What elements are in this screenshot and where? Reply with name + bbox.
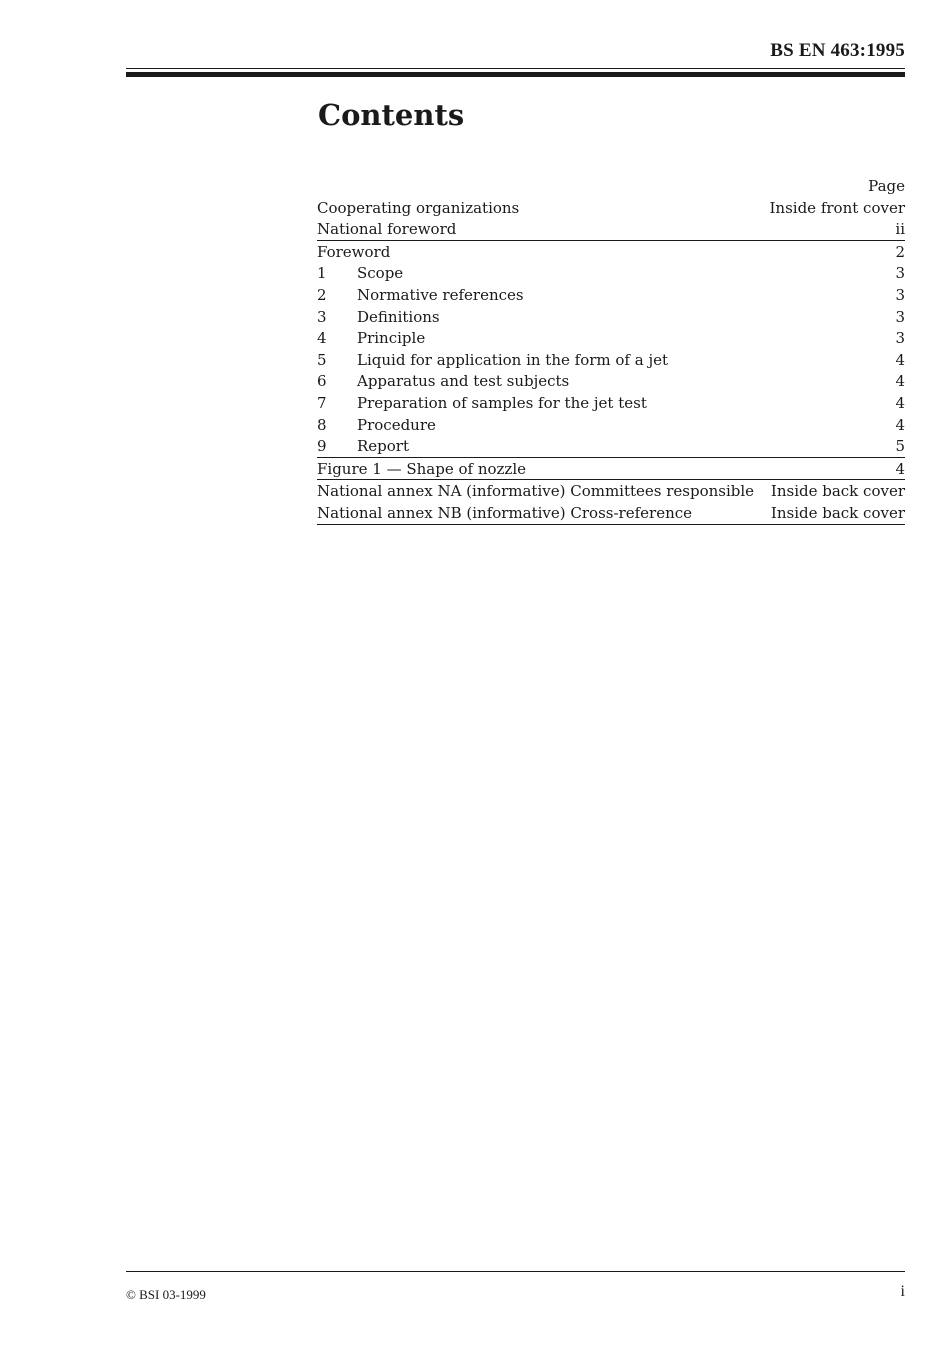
toc-entry-page: 3 <box>895 329 905 348</box>
toc-section-entry[interactable] <box>317 371 905 393</box>
toc-section-entry[interactable] <box>317 328 905 350</box>
toc-section-title: Normative references <box>357 285 524 304</box>
toc-section-title: Preparation of samples for the jet test <box>357 393 647 412</box>
copyright-notice: © BSI 03-1999 <box>126 1287 206 1302</box>
toc-section-entry[interactable] <box>317 436 905 458</box>
toc-entry-page: 3 <box>895 307 905 326</box>
toc-entry[interactable] <box>317 242 905 264</box>
header-thin-rule <box>126 68 905 69</box>
toc-section-number: 6 <box>317 372 327 391</box>
page-number: i <box>900 1283 905 1300</box>
toc-section-title: Definitions <box>357 307 440 326</box>
toc-section-number: 3 <box>317 307 327 326</box>
toc-entry-title: Foreword <box>317 242 391 261</box>
toc-annex-title: National annex NB (informative) Cross-reference <box>317 503 693 522</box>
toc-section-entry[interactable] <box>317 307 905 329</box>
toc-section-title: Apparatus and test subjects <box>357 372 570 391</box>
toc-entry-page: 3 <box>895 285 905 304</box>
toc-section-entry[interactable] <box>317 415 905 437</box>
toc-section-entry[interactable] <box>317 350 905 372</box>
toc-entry-page: 4 <box>895 372 905 391</box>
toc-entry-page: 4 <box>895 350 905 369</box>
toc-entry-page: 4 <box>895 393 905 412</box>
toc-figure-entry[interactable] <box>317 459 905 481</box>
toc-section-number: 2 <box>317 285 327 304</box>
toc-section-entry[interactable] <box>317 285 905 307</box>
toc-annex-entry[interactable] <box>317 503 905 525</box>
toc-section-title: Principle <box>357 329 426 348</box>
toc-entry-page: 4 <box>895 459 905 478</box>
toc-section-entry[interactable] <box>317 393 905 415</box>
toc-section-title: Liquid for application in the form of a jet <box>357 350 669 369</box>
toc-entry-title: Cooperating organizations <box>317 198 520 217</box>
toc-entry-page: Inside back cover <box>770 503 905 522</box>
table-of-contents <box>317 176 905 526</box>
toc-section-number: 8 <box>317 415 327 434</box>
toc-annex-entry[interactable] <box>317 481 905 503</box>
toc-figure-title: Figure 1 — Shape of nozzle <box>317 459 527 478</box>
toc-entry-page: Inside front cover <box>769 198 905 217</box>
toc-section-number: 9 <box>317 437 327 456</box>
toc-section-number: 5 <box>317 350 327 369</box>
toc-entry-page: ii <box>895 220 905 239</box>
toc-section-title: Scope <box>357 264 404 283</box>
toc-annex-title: National annex NA (informative) Committees responsible <box>317 482 755 501</box>
header-thick-rule <box>126 72 905 77</box>
page-title: Contents <box>318 98 465 132</box>
toc-entry-page: 5 <box>895 437 905 456</box>
toc-section-title: Procedure <box>357 415 436 434</box>
toc-entry-page: 2 <box>895 242 905 261</box>
toc-entry-page: Inside back cover <box>770 482 905 501</box>
toc-section-title: Report <box>357 437 410 456</box>
toc-entry-page: 4 <box>895 415 905 434</box>
toc-section-number: 7 <box>317 393 327 412</box>
document-id: BS EN 463:1995 <box>770 40 905 61</box>
toc-entry[interactable] <box>317 198 905 220</box>
toc-page-column-label: Page <box>868 177 905 195</box>
toc-page-header-row <box>317 176 905 198</box>
toc-section-number: 1 <box>317 264 327 283</box>
toc-section-number: 4 <box>317 329 327 348</box>
footer-rule <box>126 1271 905 1272</box>
toc-section-entry[interactable] <box>317 263 905 285</box>
toc-entry[interactable] <box>317 219 905 241</box>
toc-entry-title: National foreword <box>317 220 457 239</box>
toc-entry-page: 3 <box>895 264 905 283</box>
